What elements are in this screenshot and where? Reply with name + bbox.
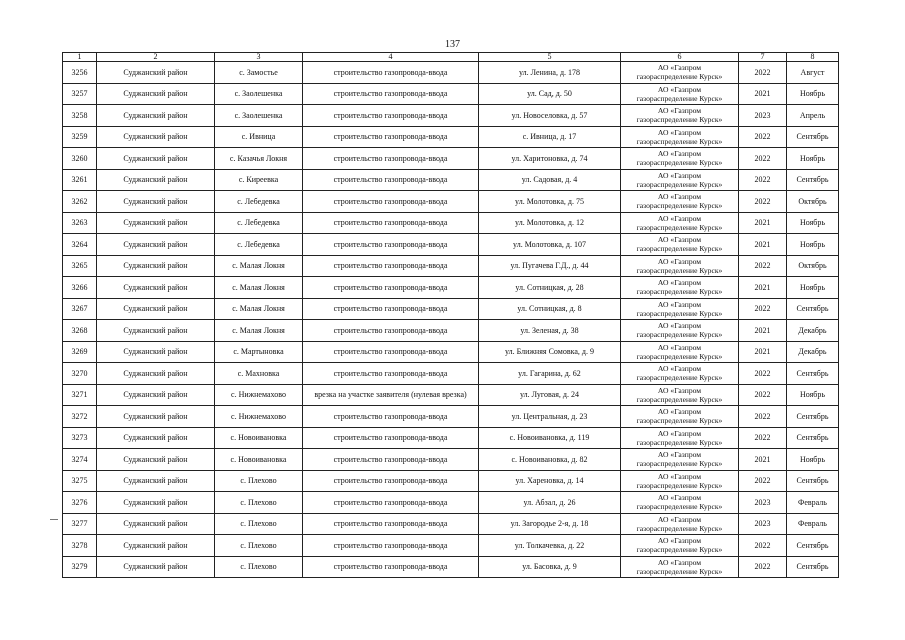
work-type-cell: строительство газопровода-ввода xyxy=(303,169,479,191)
month-cell: Декабрь xyxy=(787,341,839,363)
organization-cell xyxy=(621,212,739,234)
column-header: 3 xyxy=(215,53,303,62)
district-cell: Суджанский район xyxy=(97,470,215,492)
work-type-cell: строительство газопровода-ввода xyxy=(303,449,479,471)
organization-line: АО «Газпром xyxy=(657,170,702,180)
address-cell: ул. Сад, д. 50 xyxy=(479,83,621,105)
district-cell: Суджанский район xyxy=(97,556,215,578)
settlement-cell: с. Новоивановка xyxy=(215,427,303,449)
month-cell: Сентябрь xyxy=(787,556,839,578)
month-cell: Сентябрь xyxy=(787,363,839,385)
address-cell: ул. Хареновка, д. 14 xyxy=(479,470,621,492)
row-number-cell: 3275 xyxy=(63,470,97,492)
address-cell: ул. Загородье 2-я, д. 18 xyxy=(479,513,621,535)
column-header: 5 xyxy=(479,53,621,62)
settlement-cell: с. Плехово xyxy=(215,470,303,492)
table-row xyxy=(63,105,839,127)
organization-line: газораспределение Курск» xyxy=(636,201,723,211)
column-header: 7 xyxy=(739,53,787,62)
settlement-cell: с. Плехово xyxy=(215,556,303,578)
work-type-cell: строительство газопровода-ввода xyxy=(303,126,479,148)
address-cell: ул. Толкачевка, д. 22 xyxy=(479,535,621,557)
year-cell: 2022 xyxy=(739,148,787,170)
organization-line: АО «Газпром xyxy=(657,321,702,331)
organization-cell xyxy=(621,148,739,170)
organization-line: газораспределение Курск» xyxy=(636,115,723,125)
organization-line: газораспределение Курск» xyxy=(636,394,723,404)
table-row xyxy=(63,406,839,428)
organization-line: АО «Газпром xyxy=(657,299,702,309)
organization-line: АО «Газпром xyxy=(657,63,702,73)
organization-cell xyxy=(621,83,739,105)
organization-cell xyxy=(621,513,739,535)
address-cell: ул. Луговая, д. 24 xyxy=(479,384,621,406)
table-row xyxy=(63,62,839,84)
table-row xyxy=(63,427,839,449)
organization-line: газораспределение Курск» xyxy=(636,351,723,361)
month-cell: Ноябрь xyxy=(787,212,839,234)
month-cell: Ноябрь xyxy=(787,148,839,170)
month-cell: Август xyxy=(787,62,839,84)
year-cell: 2022 xyxy=(739,191,787,213)
settlement-cell: с. Нижнемахово xyxy=(215,384,303,406)
settlement-cell: с. Замостье xyxy=(215,62,303,84)
row-number-cell: 3266 xyxy=(63,277,97,299)
work-type-cell: строительство газопровода-ввода xyxy=(303,191,479,213)
address-cell: с. Ивница, д. 17 xyxy=(479,126,621,148)
row-number-cell: 3277 xyxy=(63,513,97,535)
month-cell: Сентябрь xyxy=(787,406,839,428)
organization-cell xyxy=(621,298,739,320)
address-cell: ул. Пугачева Г.Д., д. 44 xyxy=(479,255,621,277)
address-cell: с. Новоивановка, д. 119 xyxy=(479,427,621,449)
organization-line: АО «Газпром xyxy=(657,364,702,374)
year-cell: 2021 xyxy=(739,277,787,299)
month-cell: Сентябрь xyxy=(787,298,839,320)
table-row xyxy=(63,513,839,535)
organization-line: газораспределение Курск» xyxy=(636,330,723,340)
work-type-cell: врезка на участке заявителя (нулевая врезка) xyxy=(303,384,479,406)
work-type-cell: строительство газопровода-ввода xyxy=(303,556,479,578)
organization-line: АО «Газпром xyxy=(657,557,702,567)
organization-cell xyxy=(621,234,739,256)
table-row xyxy=(63,298,839,320)
work-type-cell: строительство газопровода-ввода xyxy=(303,148,479,170)
work-type-cell: строительство газопровода-ввода xyxy=(303,298,479,320)
organization-cell xyxy=(621,62,739,84)
district-cell: Суджанский район xyxy=(97,298,215,320)
settlement-cell: с. Малая Локня xyxy=(215,320,303,342)
district-cell: Суджанский район xyxy=(97,83,215,105)
organization-cell xyxy=(621,169,739,191)
organization-line: газораспределение Курск» xyxy=(636,179,723,189)
row-number-cell: 3261 xyxy=(63,169,97,191)
year-cell: 2021 xyxy=(739,449,787,471)
organization-line: АО «Газпром xyxy=(657,213,702,223)
row-number-cell: 3262 xyxy=(63,191,97,213)
table-row xyxy=(63,384,839,406)
year-cell: 2022 xyxy=(739,470,787,492)
work-type-cell: строительство газопровода-ввода xyxy=(303,492,479,514)
organization-line: газораспределение Курск» xyxy=(636,416,723,426)
district-cell: Суджанский район xyxy=(97,191,215,213)
organization-line: АО «Газпром xyxy=(657,149,702,159)
organization-cell xyxy=(621,191,739,213)
organization-cell xyxy=(621,492,739,514)
work-type-cell: строительство газопровода-ввода xyxy=(303,341,479,363)
settlement-cell: с. Плехово xyxy=(215,492,303,514)
row-number-cell: 3256 xyxy=(63,62,97,84)
month-cell: Апрель xyxy=(787,105,839,127)
column-number-row xyxy=(63,53,839,62)
settlement-cell: с. Ивница xyxy=(215,126,303,148)
organization-cell xyxy=(621,449,739,471)
month-cell: Сентябрь xyxy=(787,535,839,557)
table-row xyxy=(63,341,839,363)
district-cell: Суджанский район xyxy=(97,384,215,406)
organization-line: АО «Газпром xyxy=(657,385,702,395)
work-type-cell: строительство газопровода-ввода xyxy=(303,363,479,385)
organization-cell xyxy=(621,277,739,299)
organization-cell xyxy=(621,341,739,363)
district-cell: Суджанский район xyxy=(97,105,215,127)
organization-cell xyxy=(621,406,739,428)
year-cell: 2021 xyxy=(739,234,787,256)
address-cell: ул. Молотовка, д. 75 xyxy=(479,191,621,213)
row-number-cell: 3259 xyxy=(63,126,97,148)
district-cell: Суджанский район xyxy=(97,126,215,148)
row-number-cell: 3270 xyxy=(63,363,97,385)
table-row xyxy=(63,363,839,385)
year-cell: 2022 xyxy=(739,427,787,449)
organization-line: газораспределение Курск» xyxy=(636,523,723,533)
address-cell: ул. Садовая, д. 4 xyxy=(479,169,621,191)
table-row xyxy=(63,535,839,557)
organization-line: газораспределение Курск» xyxy=(636,265,723,275)
row-number-cell: 3267 xyxy=(63,298,97,320)
district-cell: Суджанский район xyxy=(97,320,215,342)
organization-line: АО «Газпром xyxy=(657,514,702,524)
scan-artifact xyxy=(50,519,58,520)
settlement-cell: с. Заолешенка xyxy=(215,83,303,105)
settlement-cell: с. Малая Локня xyxy=(215,277,303,299)
settlement-cell: с. Заолешенка xyxy=(215,105,303,127)
month-cell: Октябрь xyxy=(787,191,839,213)
year-cell: 2023 xyxy=(739,105,787,127)
district-cell: Суджанский район xyxy=(97,492,215,514)
table-row xyxy=(63,148,839,170)
settlement-cell: с. Малая Локня xyxy=(215,255,303,277)
district-cell: Суджанский район xyxy=(97,234,215,256)
year-cell: 2022 xyxy=(739,406,787,428)
work-type-cell: строительство газопровода-ввода xyxy=(303,406,479,428)
year-cell: 2021 xyxy=(739,83,787,105)
district-cell: Суджанский район xyxy=(97,535,215,557)
work-type-cell: строительство газопровода-ввода xyxy=(303,320,479,342)
table-body xyxy=(63,62,839,578)
organization-cell xyxy=(621,255,739,277)
month-cell: Ноябрь xyxy=(787,234,839,256)
district-cell: Суджанский район xyxy=(97,363,215,385)
settlement-cell: с. Новоивановка xyxy=(215,449,303,471)
address-cell: ул. Харитоновка, д. 74 xyxy=(479,148,621,170)
settlement-cell: с. Малая Локня xyxy=(215,298,303,320)
month-cell: Декабрь xyxy=(787,320,839,342)
table-row xyxy=(63,255,839,277)
organization-cell xyxy=(621,105,739,127)
district-cell: Суджанский район xyxy=(97,513,215,535)
address-cell: ул. Сотницкая, д. 8 xyxy=(479,298,621,320)
organization-cell xyxy=(621,384,739,406)
month-cell: Ноябрь xyxy=(787,384,839,406)
row-number-cell: 3260 xyxy=(63,148,97,170)
month-cell: Сентябрь xyxy=(787,427,839,449)
row-number-cell: 3269 xyxy=(63,341,97,363)
settlement-cell: с. Лебедевка xyxy=(215,234,303,256)
settlement-cell: с. Мартыновка xyxy=(215,341,303,363)
organization-line: газораспределение Курск» xyxy=(636,437,723,447)
table-row xyxy=(63,449,839,471)
district-cell: Суджанский район xyxy=(97,406,215,428)
organization-line: АО «Газпром xyxy=(657,84,702,94)
organization-line: газораспределение Курск» xyxy=(636,72,723,82)
organization-line: газораспределение Курск» xyxy=(636,502,723,512)
work-type-cell: строительство газопровода-ввода xyxy=(303,212,479,234)
organization-cell xyxy=(621,363,739,385)
column-header: 8 xyxy=(787,53,839,62)
organization-line: АО «Газпром xyxy=(657,428,702,438)
work-type-cell: строительство газопровода-ввода xyxy=(303,535,479,557)
month-cell: Февраль xyxy=(787,492,839,514)
row-number-cell: 3274 xyxy=(63,449,97,471)
organization-line: АО «Газпром xyxy=(657,450,702,460)
row-number-cell: 3278 xyxy=(63,535,97,557)
table-header xyxy=(63,53,839,62)
work-type-cell: строительство газопровода-ввода xyxy=(303,62,479,84)
organization-cell xyxy=(621,126,739,148)
row-number-cell: 3268 xyxy=(63,320,97,342)
organization-line: АО «Газпром xyxy=(657,106,702,116)
page-number: 137 xyxy=(445,39,460,50)
organization-line: газораспределение Курск» xyxy=(636,480,723,490)
table-row xyxy=(63,191,839,213)
month-cell: Сентябрь xyxy=(787,169,839,191)
year-cell: 2021 xyxy=(739,320,787,342)
table-row xyxy=(63,556,839,578)
organization-line: АО «Газпром xyxy=(657,256,702,266)
organization-line: АО «Газпром xyxy=(657,493,702,503)
month-cell: Октябрь xyxy=(787,255,839,277)
address-cell: ул. Зеленая, д. 38 xyxy=(479,320,621,342)
organization-line: газораспределение Курск» xyxy=(636,459,723,469)
organization-cell xyxy=(621,470,739,492)
district-cell: Суджанский район xyxy=(97,212,215,234)
address-cell: ул. Молотовка, д. 107 xyxy=(479,234,621,256)
row-number-cell: 3265 xyxy=(63,255,97,277)
organization-line: АО «Газпром xyxy=(657,127,702,137)
row-number-cell: 3263 xyxy=(63,212,97,234)
month-cell: Ноябрь xyxy=(787,277,839,299)
settlement-cell: с. Казачья Локня xyxy=(215,148,303,170)
row-number-cell: 3271 xyxy=(63,384,97,406)
table-row xyxy=(63,320,839,342)
work-type-cell: строительство газопровода-ввода xyxy=(303,513,479,535)
organization-line: АО «Газпром xyxy=(657,342,702,352)
settlement-cell: с. Плехово xyxy=(215,535,303,557)
settlement-cell: с. Нижнемахово xyxy=(215,406,303,428)
row-number-cell: 3258 xyxy=(63,105,97,127)
year-cell: 2022 xyxy=(739,384,787,406)
organization-line: АО «Газпром xyxy=(657,471,702,481)
work-type-cell: строительство газопровода-ввода xyxy=(303,470,479,492)
address-cell: ул. Ленина, д. 178 xyxy=(479,62,621,84)
work-type-cell: строительство газопровода-ввода xyxy=(303,427,479,449)
column-header: 1 xyxy=(63,53,97,62)
year-cell: 2022 xyxy=(739,535,787,557)
table-row xyxy=(63,83,839,105)
month-cell: Ноябрь xyxy=(787,83,839,105)
table-row xyxy=(63,212,839,234)
settlement-cell: с. Лебедевка xyxy=(215,212,303,234)
year-cell: 2021 xyxy=(739,212,787,234)
district-cell: Суджанский район xyxy=(97,169,215,191)
organization-line: АО «Газпром xyxy=(657,192,702,202)
year-cell: 2023 xyxy=(739,513,787,535)
organization-line: газораспределение Курск» xyxy=(636,287,723,297)
organization-line: газораспределение Курск» xyxy=(636,136,723,146)
organization-line: газораспределение Курск» xyxy=(636,244,723,254)
settlement-cell: с. Плехово xyxy=(215,513,303,535)
district-cell: Суджанский район xyxy=(97,427,215,449)
row-number-cell: 3264 xyxy=(63,234,97,256)
work-type-cell: строительство газопровода-ввода xyxy=(303,234,479,256)
address-cell: ул. Молотовка, д. 12 xyxy=(479,212,621,234)
row-number-cell: 3273 xyxy=(63,427,97,449)
table-row xyxy=(63,492,839,514)
address-cell: ул. Абзал, д. 26 xyxy=(479,492,621,514)
column-header: 2 xyxy=(97,53,215,62)
month-cell: Сентябрь xyxy=(787,470,839,492)
district-cell: Суджанский район xyxy=(97,449,215,471)
organization-cell xyxy=(621,556,739,578)
district-cell: Суджанский район xyxy=(97,255,215,277)
work-type-cell: строительство газопровода-ввода xyxy=(303,255,479,277)
month-cell: Сентябрь xyxy=(787,126,839,148)
organization-cell xyxy=(621,535,739,557)
work-type-cell: строительство газопровода-ввода xyxy=(303,83,479,105)
address-cell: ул. Сотницкая, д. 28 xyxy=(479,277,621,299)
table-row xyxy=(63,234,839,256)
table-row xyxy=(63,470,839,492)
address-cell: с. Новоивановка, д. 82 xyxy=(479,449,621,471)
organization-line: газораспределение Курск» xyxy=(636,308,723,318)
table-row xyxy=(63,126,839,148)
organization-line: газораспределение Курск» xyxy=(636,222,723,232)
district-cell: Суджанский район xyxy=(97,148,215,170)
year-cell: 2022 xyxy=(739,169,787,191)
address-cell: ул. Басовка, д. 9 xyxy=(479,556,621,578)
district-cell: Суджанский район xyxy=(97,341,215,363)
table-row xyxy=(63,277,839,299)
settlement-cell: с. Махновка xyxy=(215,363,303,385)
work-type-cell: строительство газопровода-ввода xyxy=(303,105,479,127)
month-cell: Ноябрь xyxy=(787,449,839,471)
district-cell: Суджанский район xyxy=(97,277,215,299)
organization-line: АО «Газпром xyxy=(657,278,702,288)
row-number-cell: 3257 xyxy=(63,83,97,105)
year-cell: 2022 xyxy=(739,298,787,320)
table-row xyxy=(63,169,839,191)
organization-line: АО «Газпром xyxy=(657,235,702,245)
district-cell: Суджанский район xyxy=(97,62,215,84)
year-cell: 2022 xyxy=(739,62,787,84)
gasification-register-table xyxy=(62,52,839,578)
address-cell: ул. Гагарина, д. 62 xyxy=(479,363,621,385)
organization-cell xyxy=(621,320,739,342)
settlement-cell: с. Лебедевка xyxy=(215,191,303,213)
organization-line: газораспределение Курск» xyxy=(636,158,723,168)
column-header: 4 xyxy=(303,53,479,62)
year-cell: 2022 xyxy=(739,255,787,277)
organization-line: газораспределение Курск» xyxy=(636,545,723,555)
address-cell: ул. Центральная, д. 23 xyxy=(479,406,621,428)
organization-cell xyxy=(621,427,739,449)
month-cell: Февраль xyxy=(787,513,839,535)
year-cell: 2022 xyxy=(739,363,787,385)
address-cell: ул. Новоселовка, д. 57 xyxy=(479,105,621,127)
row-number-cell: 3279 xyxy=(63,556,97,578)
organization-line: газораспределение Курск» xyxy=(636,373,723,383)
column-header: 6 xyxy=(621,53,739,62)
organization-line: газораспределение Курск» xyxy=(636,93,723,103)
settlement-cell: с. Киреевка xyxy=(215,169,303,191)
address-cell: ул. Ближняя Сомовка, д. 9 xyxy=(479,341,621,363)
work-type-cell: строительство газопровода-ввода xyxy=(303,277,479,299)
year-cell: 2021 xyxy=(739,341,787,363)
year-cell: 2022 xyxy=(739,556,787,578)
organization-line: АО «Газпром xyxy=(657,536,702,546)
year-cell: 2023 xyxy=(739,492,787,514)
organization-line: АО «Газпром xyxy=(657,407,702,417)
row-number-cell: 3272 xyxy=(63,406,97,428)
year-cell: 2022 xyxy=(739,126,787,148)
row-number-cell: 3276 xyxy=(63,492,97,514)
organization-line: газораспределение Курск» xyxy=(636,566,723,576)
